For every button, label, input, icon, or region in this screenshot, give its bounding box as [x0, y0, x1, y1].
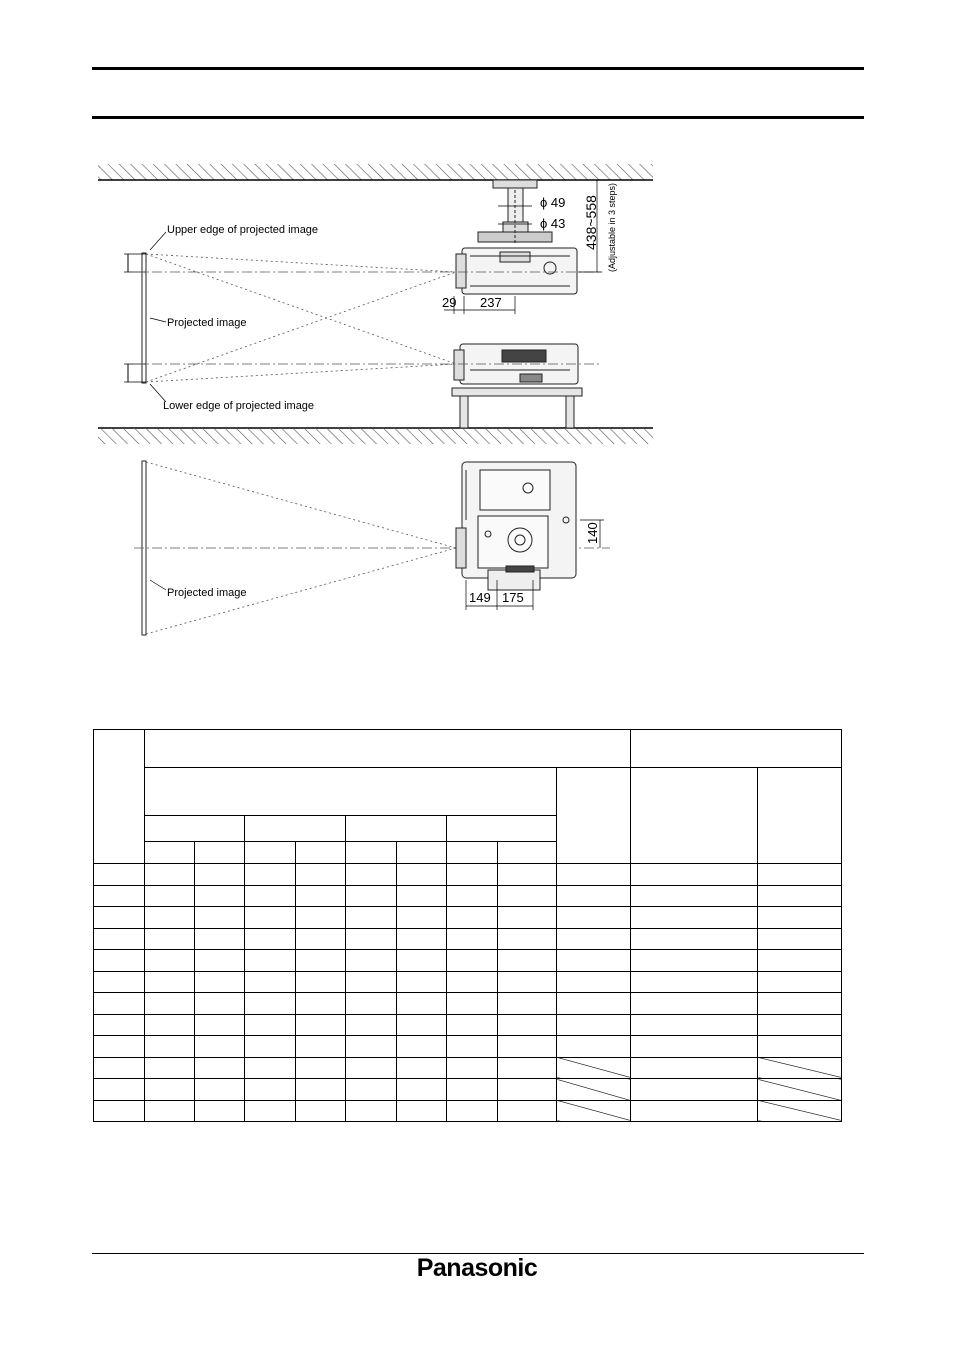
header-cell [631, 730, 842, 768]
table-cell [245, 950, 296, 972]
table-cell [447, 864, 498, 886]
table-cell [758, 928, 842, 950]
table-cell [498, 1014, 557, 1036]
table-cell [296, 971, 346, 993]
table-cell [145, 993, 195, 1015]
table-cell [94, 1100, 145, 1122]
table-cell [498, 971, 557, 993]
table-cell [498, 1036, 557, 1058]
width-right-dimension: 175 [502, 590, 524, 605]
table-cell [346, 993, 397, 1015]
table-cell [195, 885, 245, 907]
table-header-row-2 [94, 768, 842, 816]
header-cell [145, 730, 631, 768]
table-cell [631, 1036, 758, 1058]
header-cell [346, 842, 397, 864]
table-row [94, 1036, 842, 1058]
header-cell [758, 768, 842, 864]
table-cell [195, 950, 245, 972]
table-cell [631, 885, 758, 907]
table-cell [245, 1014, 296, 1036]
lower-edge-label: Lower edge of projected image [163, 400, 315, 412]
table-cell-not-applicable [758, 1100, 842, 1122]
table-cell [145, 1036, 195, 1058]
table-cell [94, 928, 145, 950]
floor [98, 428, 653, 444]
table-cell [631, 907, 758, 929]
table-row [94, 1100, 842, 1122]
phi-43-dimension: ϕ 43 [540, 216, 566, 231]
table-cell [145, 907, 195, 929]
table-cell [397, 864, 447, 886]
table-cell [94, 971, 145, 993]
table-cell [145, 864, 195, 886]
table-cell [447, 907, 498, 929]
table-cell [195, 1100, 245, 1122]
table-cell [758, 907, 842, 929]
table-cell [631, 971, 758, 993]
table-cell [346, 1079, 397, 1101]
table-cell [296, 907, 346, 929]
table-cell [397, 1079, 447, 1101]
lens-to-mount-dimension: 237 [480, 295, 502, 310]
table-cell [346, 971, 397, 993]
table-cell [758, 971, 842, 993]
table-cell [245, 971, 296, 993]
table-cell [447, 993, 498, 1015]
table-cell [557, 971, 631, 993]
table-cell [346, 1057, 397, 1079]
table-cell [94, 1057, 145, 1079]
table-cell [346, 1036, 397, 1058]
ceiling-height-note: (Adjustable in 3 steps) [607, 182, 617, 272]
table-row [94, 907, 842, 929]
table-cell [195, 993, 245, 1015]
table-cell [245, 907, 296, 929]
side-offset-dimension: 140 [585, 522, 600, 544]
width-left-dimension: 149 [469, 590, 491, 605]
table-cell [296, 864, 346, 886]
table-cell [195, 1036, 245, 1058]
table-row [94, 1014, 842, 1036]
table-cell [145, 1057, 195, 1079]
table-cell [195, 1057, 245, 1079]
table-cell [346, 950, 397, 972]
table-cell-not-applicable [758, 1057, 842, 1079]
table-cell [447, 1079, 498, 1101]
table-cell [346, 1014, 397, 1036]
table-cell [245, 885, 296, 907]
table-cell [631, 864, 758, 886]
table-cell [758, 864, 842, 886]
header-cell [346, 816, 447, 842]
table-cell [498, 928, 557, 950]
table-cell [397, 1100, 447, 1122]
table-cell [94, 993, 145, 1015]
table-cell [758, 1014, 842, 1036]
table-cell [94, 885, 145, 907]
projection-distance-table [93, 729, 842, 1122]
table-cell [397, 885, 447, 907]
table-cell [296, 1014, 346, 1036]
table-cell [195, 971, 245, 993]
ceiling [98, 164, 653, 180]
screen-side-view [124, 253, 146, 383]
table-cell [296, 928, 346, 950]
table-cell [447, 885, 498, 907]
table-cell [758, 1036, 842, 1058]
table-cell [447, 950, 498, 972]
table-row [94, 971, 842, 993]
table-cell [397, 907, 447, 929]
table-cell [195, 928, 245, 950]
table-cell [346, 885, 397, 907]
table-cell [631, 928, 758, 950]
table-cell [145, 928, 195, 950]
table-cell [245, 1057, 296, 1079]
table-row [94, 993, 842, 1015]
table-cell [296, 1057, 346, 1079]
table-cell [145, 1014, 195, 1036]
table-cell [557, 928, 631, 950]
projected-image-label: Projected image [167, 317, 247, 329]
table-row [94, 928, 842, 950]
table-row [94, 864, 842, 886]
projected-image-top-label: Projected image [167, 587, 247, 599]
table-cell [557, 1014, 631, 1036]
panasonic-logo: Panasonic [416, 1254, 538, 1282]
table-cell [447, 1036, 498, 1058]
table-cell [397, 928, 447, 950]
table-cell [346, 907, 397, 929]
table-cell-not-applicable [557, 1057, 631, 1079]
table-cell [557, 907, 631, 929]
table-cell [195, 1014, 245, 1036]
table-cell [145, 1100, 195, 1122]
table-cell [245, 928, 296, 950]
table-cell [397, 1057, 447, 1079]
table-cell [94, 1014, 145, 1036]
table-cell [557, 1036, 631, 1058]
table-cell [245, 993, 296, 1015]
table-cell-not-applicable [758, 1079, 842, 1101]
header-cell [245, 816, 346, 842]
table-cell [195, 907, 245, 929]
table-cell [557, 885, 631, 907]
table-cell [397, 1036, 447, 1058]
header-cell [447, 816, 557, 842]
table-cell [145, 950, 195, 972]
table-cell [498, 1079, 557, 1101]
header-cell [145, 816, 245, 842]
phi-49-dimension: ϕ 49 [540, 195, 566, 210]
header-cell [145, 842, 195, 864]
table-cell [245, 1100, 296, 1122]
table-cell-not-applicable [557, 1079, 631, 1101]
table-cell [195, 1079, 245, 1101]
projector-ceiling-mounted [456, 248, 577, 294]
table-cell [758, 885, 842, 907]
table-cell [195, 864, 245, 886]
table-cell [447, 1100, 498, 1122]
table-cell [631, 950, 758, 972]
table-cell [94, 1079, 145, 1101]
ceiling-height-dimension: 438~558 [583, 195, 599, 250]
table-cell [346, 928, 397, 950]
table-cell [296, 950, 346, 972]
table-cell [631, 1100, 758, 1122]
table-cell [245, 864, 296, 886]
table-cell [397, 950, 447, 972]
table-cell [145, 971, 195, 993]
header-cell [447, 842, 498, 864]
table-cell [498, 950, 557, 972]
table-cell [94, 864, 145, 886]
header-cell [94, 730, 145, 864]
projector-top-view [456, 462, 576, 590]
header-cell [245, 842, 296, 864]
header-cell [397, 842, 447, 864]
table-cell [447, 928, 498, 950]
table-cell [145, 885, 195, 907]
table-cell [447, 1014, 498, 1036]
ceiling-mount-bracket [478, 180, 552, 244]
header-cell [557, 768, 631, 864]
table-cell [498, 1100, 557, 1122]
front-offset-dimension: 29 [442, 295, 457, 310]
table-cell [758, 993, 842, 1015]
table-cell-not-applicable [557, 1100, 631, 1122]
projector-stand [452, 388, 582, 428]
header-cell [498, 842, 557, 864]
table-cell [145, 1079, 195, 1101]
table-cell [346, 1100, 397, 1122]
table-cell [296, 1036, 346, 1058]
table-cell [631, 1079, 758, 1101]
table-cell [498, 885, 557, 907]
table-row [94, 1079, 842, 1101]
header-cell [195, 842, 245, 864]
table-cell [498, 907, 557, 929]
table-cell [94, 950, 145, 972]
upper-edge-label: Upper edge of projected image [167, 224, 319, 236]
table-cell [758, 950, 842, 972]
table-cell [94, 907, 145, 929]
table-cell [498, 993, 557, 1015]
header-cell [145, 768, 557, 816]
table-cell [557, 993, 631, 1015]
table-cell [397, 993, 447, 1015]
table-row [94, 885, 842, 907]
table-cell [296, 993, 346, 1015]
table-cell [631, 1014, 758, 1036]
table-header-row-1 [94, 730, 842, 768]
table-cell [447, 1057, 498, 1079]
table-cell [296, 885, 346, 907]
table-cell [631, 1057, 758, 1079]
table-cell [296, 1100, 346, 1122]
table-cell [296, 1079, 346, 1101]
table-cell [245, 1079, 296, 1101]
table-cell [631, 993, 758, 1015]
table-cell [397, 1014, 447, 1036]
table-cell [94, 1036, 145, 1058]
table-cell [346, 864, 397, 886]
table-cell [447, 971, 498, 993]
side-view-labels [150, 224, 318, 412]
table-cell [498, 864, 557, 886]
table-row [94, 1057, 842, 1079]
table-cell [557, 950, 631, 972]
header-cell [631, 768, 758, 864]
table-cell [397, 971, 447, 993]
table-cell [498, 1057, 557, 1079]
header-cell [296, 842, 346, 864]
table-row [94, 950, 842, 972]
table-cell [245, 1036, 296, 1058]
table-cell [557, 864, 631, 886]
